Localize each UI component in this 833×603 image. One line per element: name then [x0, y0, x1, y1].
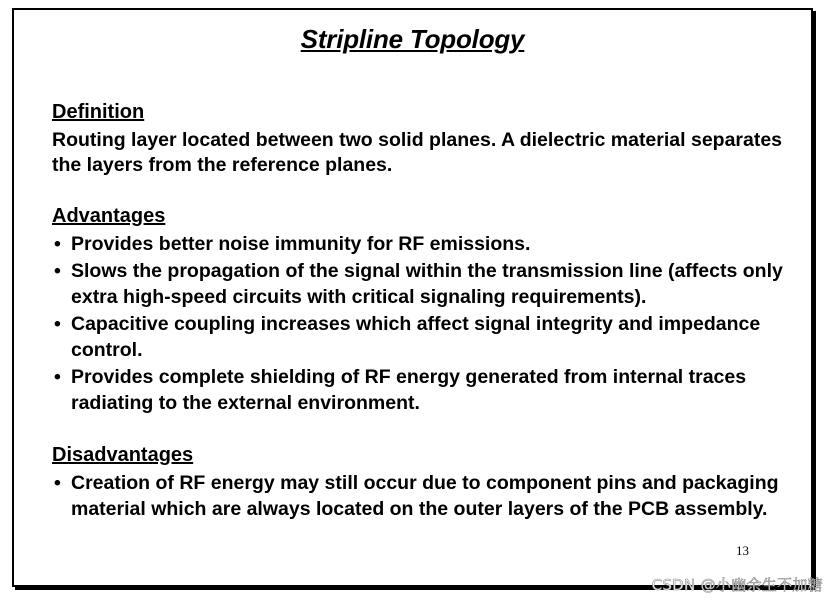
disadvantages-heading: Disadvantages [52, 444, 194, 466]
advantages-heading: Advantages [52, 205, 166, 227]
list-item [52, 470, 804, 522]
definition-text: Routing layer located between two solid planes. A dielectric material separates the layers from the reference planes. [52, 129, 783, 176]
bullet-icon: • [54, 472, 61, 494]
list-item [52, 231, 804, 257]
bullet-icon: • [54, 260, 61, 282]
slide-frame [12, 8, 813, 587]
list-item [52, 258, 804, 310]
definition-heading: Definition [52, 101, 145, 123]
bullet-icon: • [54, 233, 61, 255]
disadvantages-list [52, 470, 804, 523]
list-item [52, 364, 804, 416]
list-item [52, 311, 804, 363]
slide-title: Stripline Topology [300, 24, 525, 54]
advantage-text: Capacitive coupling increases which affect signal integrity and impedance control. [71, 313, 761, 361]
watermark: CSDN @小幽余生不加糖 [651, 576, 823, 594]
page-number: 13 [736, 543, 749, 558]
disadvantage-text: Creation of RF energy may still occur due to component pins and packaging material which are always located on the outer layers of the PCB assembly. [71, 472, 779, 520]
advantage-text: Provides better noise immunity for RF emissions. [71, 233, 531, 255]
advantage-text: Slows the propagation of the signal within the transmission line (affects only extra high-speed circuits with critical signaling requirements). [71, 260, 783, 308]
bullet-icon: • [54, 366, 61, 388]
advantage-text: Provides complete shielding of RF energy generated from internal traces radiating to the external environment. [71, 366, 747, 414]
advantages-list [52, 231, 804, 417]
bullet-icon: • [54, 313, 61, 335]
